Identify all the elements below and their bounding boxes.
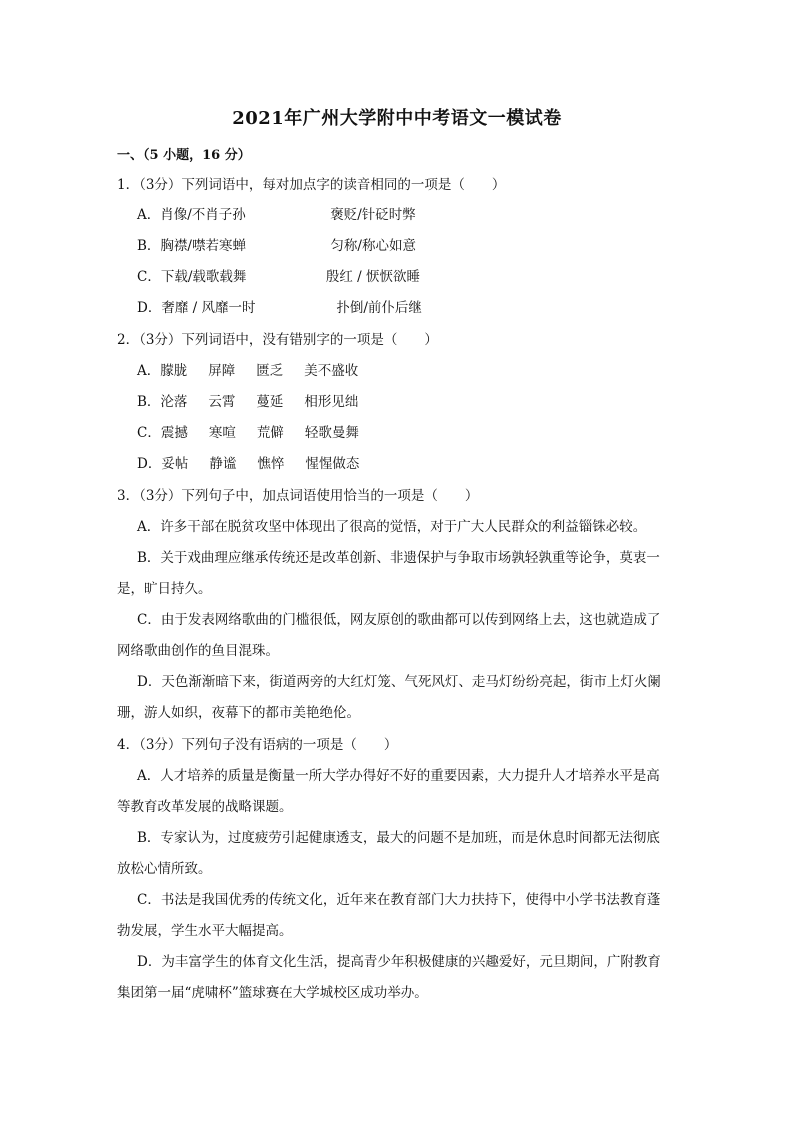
- option-pair-1: 奢靡 / 风靡一时: [161, 300, 256, 316]
- question-3-option-a: A．许多干部在脱贫攻坚中体现出了很高的觉悟，对于广大人民群众的利益锱铢必较。: [137, 519, 647, 535]
- word-3: 匮乏: [256, 363, 284, 379]
- option-label: B．: [137, 394, 161, 410]
- question-4-stem: 4．（3分）下列句子没有语病的一项是（ ）: [117, 737, 398, 753]
- word-4: 美不盛收: [304, 363, 359, 379]
- option-label: C．: [137, 269, 161, 285]
- page-title: 2021年广州大学附中中考语文一模试卷: [232, 108, 562, 129]
- word-1: 妥帖: [161, 456, 189, 472]
- question-4-option-a-line-1: A．人才培养的质量是衡量一所大学办得好不好的重要因素，大力提升人才培养水平是高: [137, 768, 660, 784]
- question-1-option-c: [137, 268, 420, 286]
- word-3: 憔悴: [257, 456, 285, 472]
- option-pair-2: 褒贬/针砭时弊: [330, 207, 416, 223]
- option-pair-1: 胸襟/噤若寒蝉: [160, 238, 246, 254]
- question-2-option-b: [137, 393, 358, 411]
- question-2-stem: 2．（3分）下列词语中，没有错别字的一项是（ ）: [117, 332, 438, 348]
- word-1: 震撼: [160, 425, 188, 441]
- question-4-option-a-line-2: 等教育改革发展的战略课题。: [117, 799, 293, 815]
- question-1-option-b: [137, 237, 416, 255]
- section-heading: 一、（5 小题，16 分）: [117, 148, 251, 163]
- option-label: A．: [137, 207, 161, 223]
- option-label: D．: [137, 300, 162, 316]
- word-3: 荒僻: [256, 425, 284, 441]
- word-4: 轻歌曼舞: [304, 425, 359, 441]
- option-pair-2: 匀称/称心如意: [330, 238, 416, 254]
- question-4-option-d-line-2: 集团第一届“虎啸杯”篮球赛在大学城校区成功举办。: [117, 985, 428, 1001]
- option-pair-1: 下载/载歌载舞: [160, 269, 247, 285]
- question-4-option-b-line-2: 放松心情所致。: [117, 861, 212, 877]
- option-label: D．: [137, 456, 162, 472]
- option-pair-2: 扑倒/前仆后继: [336, 300, 422, 316]
- question-3-stem: 3．（3分）下列句子中，加点词语使用恰当的一项是（ ）: [117, 488, 479, 504]
- question-3-option-c-line-2: 网络歌曲创作的鱼目混珠。: [117, 643, 279, 659]
- word-3: 蔓延: [256, 394, 284, 410]
- word-2: 寒喧: [208, 425, 236, 441]
- question-4-option-d-line-1: D．为丰富学生的体育文化生活，提高青少年积极健康的兴趣爱好，元旦期间，广附教育: [137, 954, 661, 970]
- question-1-stem: 1．（3分）下列词语中，每对加点字的读音相同的一项是（ ）: [117, 177, 506, 193]
- option-pair-2: 殷红 / 恹恹欲睡: [325, 269, 420, 285]
- word-4: 惺惺做态: [305, 456, 360, 472]
- question-3-option-d-line-1: D．天色渐渐暗下来，街道两旁的大红灯笼、气死风灯、走马灯纷纷亮起，街市上灯火阑: [137, 674, 661, 690]
- question-3-option-b-line-2: 是，旷日持久。: [117, 581, 212, 597]
- question-4-option-b-line-1: B．专家认为，过度疲劳引起健康透支，最大的问题不是加班，而是休息时间都无法彻底: [137, 830, 660, 846]
- word-1: 沦落: [160, 394, 188, 410]
- option-label: B．: [137, 238, 161, 254]
- question-4-option-c-line-2: 勃发展，学生水平大幅提高。: [117, 923, 293, 939]
- word-2: 屏障: [208, 363, 236, 379]
- question-2-option-d: [137, 455, 359, 473]
- question-2-option-c: [137, 424, 359, 442]
- option-label: A．: [137, 363, 161, 379]
- word-4: 相形见绌: [304, 394, 359, 410]
- option-label: C．: [137, 425, 161, 441]
- word-2: 云霄: [208, 394, 236, 410]
- option-pair-1: 肖像/不肖子孙: [160, 207, 246, 223]
- word-1: 朦胧: [160, 363, 188, 379]
- question-1-option-a: [137, 206, 416, 224]
- word-2: 静谧: [209, 456, 237, 472]
- question-2-option-a: [137, 362, 358, 380]
- question-3-option-d-line-2: 珊，游人如织，夜幕下的都市美艳绝伦。: [117, 705, 360, 721]
- question-3-option-c-line-1: C．由于发表网络歌曲的门槛很低，网友原创的歌曲都可以传到网络上去，这也就造成了: [137, 612, 661, 628]
- question-3-option-b-line-1: B．关于戏曲理应继承传统还是改革创新、非遗保护与争取市场孰轻孰重等论争，莫衷一: [137, 550, 660, 566]
- question-1-option-d: [137, 299, 422, 317]
- question-4-option-c-line-1: C．书法是我国优秀的传统文化，近年来在教育部门大力扶持下，使得中小学书法教育蓬: [137, 892, 661, 908]
